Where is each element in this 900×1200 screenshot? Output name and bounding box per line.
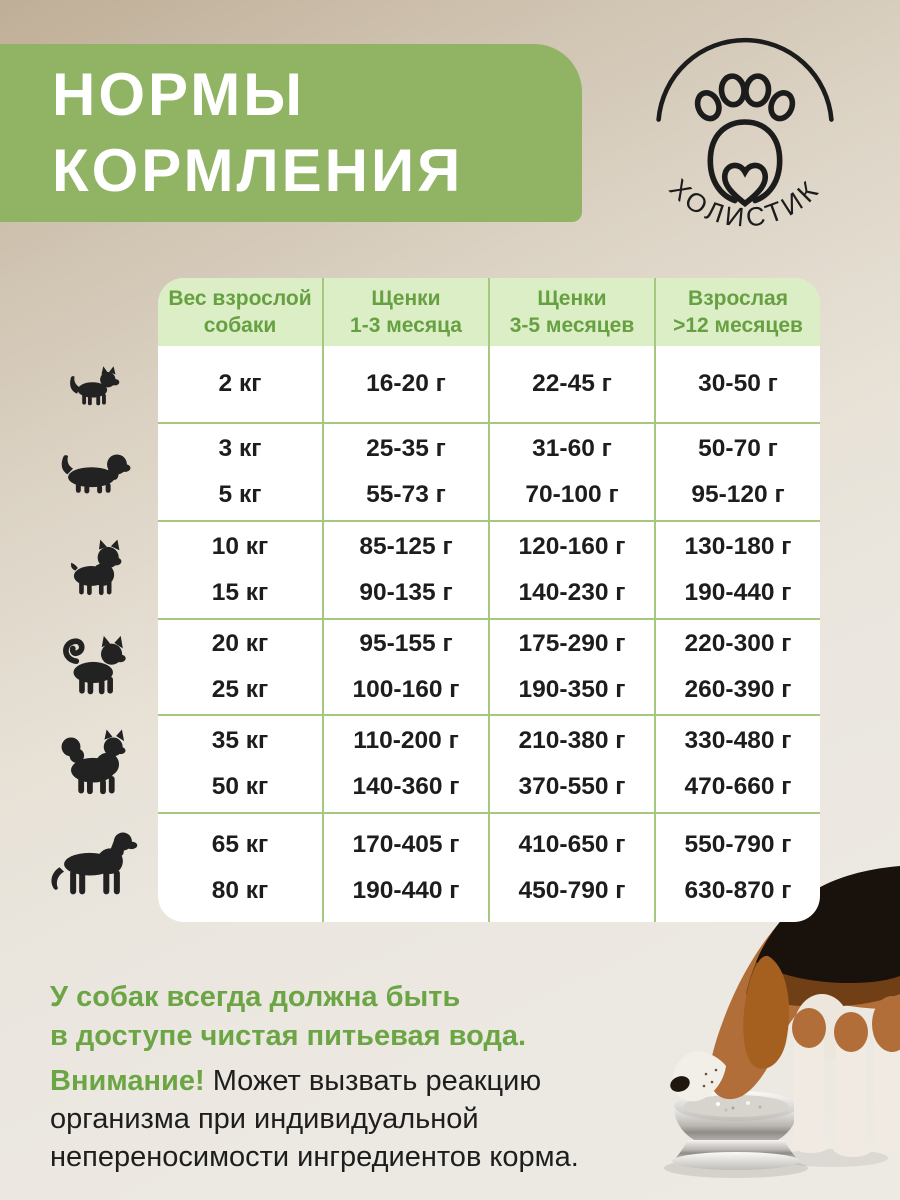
page-title-line2: КОРМЛЕНИЯ xyxy=(52,137,464,204)
feeding-cell-row1-adult_12: 30-50 г xyxy=(654,346,820,422)
warning-label: Внимание! xyxy=(50,1065,205,1097)
spitz-icon xyxy=(55,728,135,795)
feeding-cell-row4-puppy_1_3: 95-155 г 100-160 г xyxy=(322,618,488,714)
feeding-cell-row6-puppy_1_3: 170-405 г 190-440 г xyxy=(322,812,488,922)
feeding-cell-row3-puppy_3_5: 120-160 г 140-230 г xyxy=(488,520,654,618)
col-header-puppy-3-5: Щенки 3-5 месяцев xyxy=(488,278,654,346)
feeding-cell-row1-puppy_3_5: 22-45 г xyxy=(488,346,654,422)
feeding-cell-row5-puppy_1_3: 110-200 г 140-360 г xyxy=(322,714,488,812)
brand-name: ХОЛИСТИК xyxy=(663,173,827,233)
feeding-cell-row2-adult_12: 50-70 г 95-120 г xyxy=(654,422,820,520)
title-block xyxy=(0,44,582,222)
warning-note xyxy=(50,1062,650,1176)
toy-dog-icon xyxy=(63,363,127,408)
feeding-cell-row1-puppy_1_3: 16-20 г xyxy=(322,346,488,422)
paw-heart-icon xyxy=(643,20,847,257)
medium-dog-icon xyxy=(58,633,132,696)
page-title-line1: НОРМЫ xyxy=(52,61,305,128)
logo-arc xyxy=(659,40,832,119)
col-header-adult-12: Взрослая >12 месяцев xyxy=(654,278,820,346)
feeding-cell-row2-puppy_3_5: 31-60 г 70-100 г xyxy=(488,422,654,520)
feeding-table xyxy=(158,278,820,922)
warning-text: Может вызвать реакцию организма при индивидуальной непереносимости ингредиентов корма. xyxy=(50,1065,579,1173)
feeding-cell-row6-adult_12: 550-790 г 630-870 г xyxy=(654,812,820,922)
feeding-cell-row4-puppy_3_5: 175-290 г 190-350 г xyxy=(488,618,654,714)
feeding-cell-row2-weight: 3 кг 5 кг xyxy=(158,422,322,520)
feeding-cell-row4-weight: 20 кг 25 кг xyxy=(158,618,322,714)
water-note: У собак всегда должна быть в доступе чистая питьевая вода. xyxy=(50,981,527,1052)
large-dog-icon xyxy=(46,828,144,897)
feeding-cell-row3-adult_12: 130-180 г 190-440 г xyxy=(654,520,820,618)
feeding-cell-row1-weight: 2 кг xyxy=(218,370,262,397)
feeding-cell-row6-puppy_3_5: 410-650 г 450-790 г xyxy=(488,812,654,922)
feeding-cell-row5-puppy_3_5: 210-380 г 370-550 г xyxy=(488,714,654,812)
col-header-puppy-1-3: Щенки 1-3 месяца xyxy=(322,278,488,346)
feeding-cell-row5-adult_12: 330-480 г 470-660 г xyxy=(654,714,820,812)
terrier-icon xyxy=(62,539,128,597)
dachshund-icon xyxy=(56,446,134,496)
feeding-cell-row5-weight: 35 кг 50 кг xyxy=(158,714,322,812)
feeding-cell-row6-weight: 65 кг 80 кг xyxy=(158,812,322,922)
svg-text:ХОЛИСТИК xyxy=(664,173,827,233)
feeding-cell-row3-weight: 10 кг 15 кг xyxy=(158,520,322,618)
feeding-cell-row4-adult_12: 220-300 г 260-390 г xyxy=(654,618,820,714)
feeding-cell-row3-puppy_1_3: 85-125 г 90-135 г xyxy=(322,520,488,618)
brand-logo xyxy=(643,20,847,256)
feeding-cell-row2-puppy_1_3: 25-35 г 55-73 г xyxy=(322,422,488,520)
col-header-weight: Вес взрослой собаки xyxy=(158,278,322,346)
